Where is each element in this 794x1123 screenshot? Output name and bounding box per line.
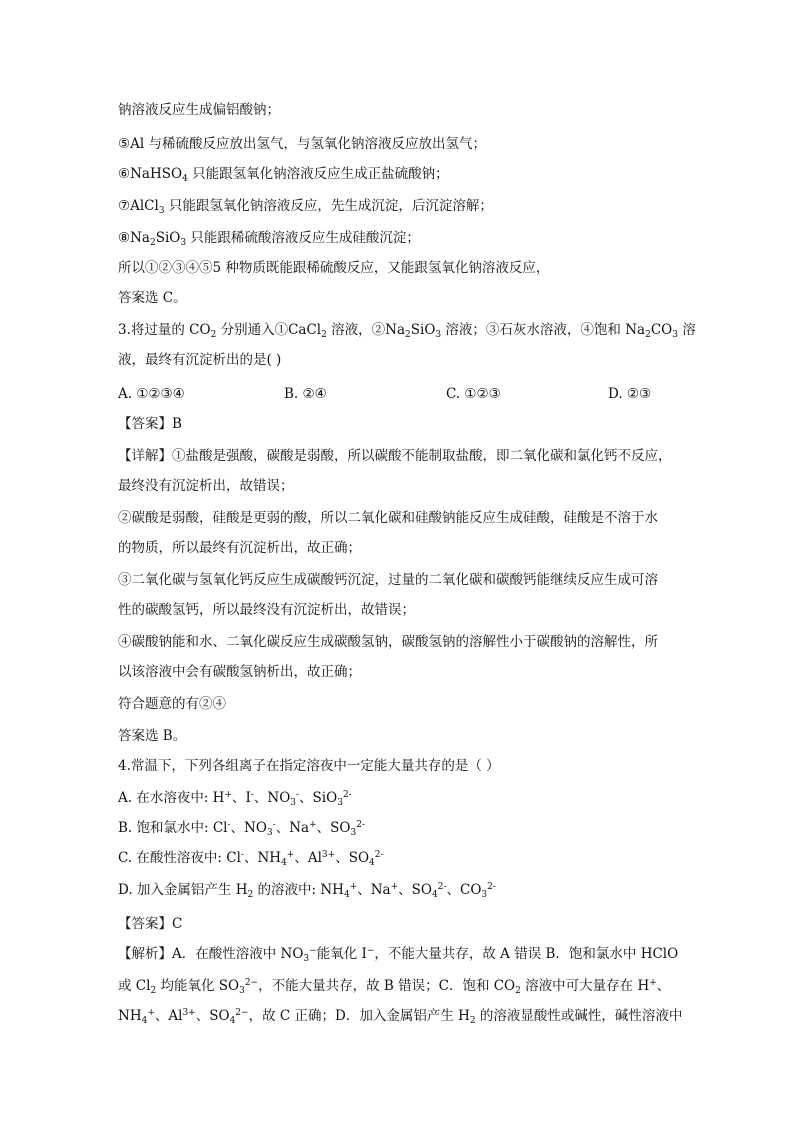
text-line — [118, 100, 280, 120]
text-run: 溶液中可大量存在 H — [520, 978, 650, 994]
text-run: 4.常温下，下列各组离子在指定溶夜中一定能大量共存的是（ ） — [118, 758, 500, 774]
subscript: 2 — [645, 330, 651, 340]
superscript: - — [250, 790, 254, 800]
subscript: 4 — [369, 858, 375, 868]
superscript: 2− — [244, 978, 259, 988]
text-run: 、SO — [335, 850, 370, 866]
text-line — [118, 694, 226, 714]
text-run: 【答案】B — [118, 416, 182, 432]
superscript: − — [309, 946, 317, 956]
text-run: ③二氧化碳与氢氧化钙反应生成碳酸钙沉淀，过量的二氧化碳和碳酸钙能继续反应生成可溶 — [118, 572, 658, 588]
superscript: − — [366, 946, 375, 956]
text-run: 或 Cl — [118, 978, 151, 994]
text-run: 只能跟稀硫酸溶液反应生成硅酸沉淀； — [186, 230, 420, 246]
subscript: 4 — [431, 890, 438, 900]
text-line — [118, 164, 449, 184]
text-line — [118, 788, 352, 808]
superscript: 2- — [342, 790, 352, 800]
subscript: 4 — [281, 858, 287, 868]
text-run: 、NH — [243, 850, 282, 866]
text-line — [118, 196, 493, 216]
text-run: D. 加入金属铝产生 H — [118, 882, 248, 898]
subscript: 2 — [247, 890, 254, 900]
text-run: 3.将过量的 CO — [118, 322, 211, 338]
text-run: 分别通入①CaCl — [216, 322, 322, 338]
text-run: ，故 C 正确；D．加入金属铝产生 H — [248, 1008, 470, 1024]
subscript: 3 — [481, 890, 488, 900]
option-item: C. ①②③ — [446, 386, 501, 402]
text-run: 、NO — [230, 820, 267, 836]
text-run: 、Na — [275, 820, 310, 836]
subscript: 3 — [337, 798, 343, 808]
text-run: ，不能大量共存，故 B 错误；C．饱和 CO — [258, 978, 516, 994]
subscript: 2 — [405, 330, 411, 340]
superscript: + — [349, 882, 358, 892]
subscript: 3 — [350, 828, 357, 838]
subscript: 3 — [435, 330, 442, 340]
text-line — [118, 1006, 682, 1026]
text-run: 、I — [232, 790, 251, 806]
subscript: 3 — [266, 828, 273, 838]
text-run: 答案选 B。 — [118, 728, 187, 744]
subscript: 4 — [229, 1016, 236, 1026]
text-line — [118, 632, 658, 652]
superscript: + — [224, 790, 232, 800]
text-run: ⑤Al 与稀硫酸反应放出氢气，与氢氧化钠溶液反应放出氢气； — [118, 136, 486, 152]
text-run: 、SiO — [299, 790, 338, 806]
subscript: 3 — [303, 954, 310, 964]
text-run: 【答案】C — [118, 916, 183, 932]
text-run: 、Na — [357, 882, 391, 898]
text-line — [118, 944, 678, 964]
text-line — [118, 570, 658, 590]
text-run: SiO — [155, 230, 181, 246]
text-line — [118, 446, 672, 466]
text-run: ⑥NaHSO — [118, 166, 183, 182]
text-run: 的溶液显酸性或碱性，碱性溶液中 — [475, 1008, 683, 1024]
option-item: D. ②③ — [608, 386, 652, 402]
text-run: B. 饱和氯水中: Cl — [118, 820, 228, 836]
text-run: 、NO — [253, 790, 291, 806]
text-run: 以该溶液中会有碳酸氢钠析出，故正确； — [118, 664, 361, 680]
subscript: 4 — [343, 890, 350, 900]
text-run: SiO — [410, 322, 436, 338]
text-line — [118, 134, 486, 154]
text-run: 溶 — [677, 322, 696, 338]
text-run: 只能跟氢氧化钠溶液反应生成正盐硫酸钠； — [187, 166, 449, 182]
text-line — [118, 476, 294, 496]
text-line — [118, 726, 186, 746]
text-run: ②碳酸是弱酸，硅酸是更弱的酸，所以二氧化碳和硅酸钠能反应生成硅酸，硅酸是不溶于水 — [118, 510, 658, 526]
text-line — [118, 600, 415, 620]
text-line — [118, 818, 365, 838]
superscript: - — [272, 820, 276, 830]
text-line — [118, 320, 696, 340]
text-run: ④碳酸钠能和水、二氧化碳反应生成碳酸氢钠，碳酸氢钠的溶解性小于碳酸钠的溶解性，所 — [118, 634, 658, 650]
superscript: 2- — [374, 850, 384, 860]
option-item: A. ①②③④ — [118, 386, 185, 402]
superscript: 2- — [356, 820, 365, 830]
subscript: 3 — [672, 330, 678, 340]
text-run: 所以①②③④⑤5 种物质既能跟稀硫酸反应，又能跟氢氧化钠溶液反应， — [118, 260, 550, 276]
text-run: 、SO — [316, 820, 351, 836]
text-run: 只能跟氢氧化钠溶液反应，先生成沉淀，后沉淀溶解； — [164, 198, 493, 214]
superscript: + — [390, 882, 399, 892]
text-line — [118, 880, 496, 900]
text-line — [118, 414, 182, 434]
text-run: A. 在水溶夜中: H — [118, 790, 225, 806]
subscript: 3 — [290, 798, 297, 808]
text-line — [118, 914, 182, 934]
superscript: 2- — [437, 882, 447, 892]
text-run: 、SO — [195, 1008, 230, 1024]
text-line — [118, 848, 384, 868]
text-line — [118, 350, 281, 370]
text-run: 能氧化 I — [316, 946, 367, 962]
text-run: 液，最终有沉淀析出的是( ) — [118, 352, 282, 368]
text-run: ⑧Na — [118, 230, 150, 246]
superscript: + — [649, 978, 657, 988]
text-line — [118, 976, 670, 996]
superscript: 2− — [235, 1008, 249, 1018]
text-run: 【详解】①盐酸是强酸，碳酸是弱酸，所以碳酸不能制取盐酸，即二氧化碳和氯化钙不反应， — [118, 448, 672, 464]
subscript: 3 — [239, 986, 245, 996]
text-line — [118, 508, 658, 528]
text-run: 均能氧化 SO — [156, 978, 240, 994]
superscript: 2- — [487, 882, 496, 892]
text-run: 的溶液中: NH — [253, 882, 344, 898]
text-run: 、SO — [398, 882, 432, 898]
subscript: 4 — [141, 1016, 148, 1026]
text-run: 溶液；③石灰水溶液，④饱和 Na — [441, 322, 646, 338]
subscript: 3 — [180, 238, 187, 248]
text-run: 、 — [656, 978, 671, 994]
superscript: 3+ — [182, 1008, 196, 1018]
text-line — [118, 538, 361, 558]
text-run: 符合题意的有②④ — [118, 696, 226, 712]
text-run: 的物质，所以最终有沉淀析出，故正确； — [118, 540, 361, 556]
text-line — [118, 756, 500, 776]
text-line — [118, 288, 187, 308]
subscript: 2 — [515, 986, 521, 996]
text-run: 、CO — [446, 882, 482, 898]
superscript: + — [309, 820, 317, 830]
subscript: 2 — [149, 238, 156, 248]
text-run: 钠溶液反应生成偏铝酸钠； — [118, 102, 280, 118]
superscript: - — [296, 790, 300, 800]
subscript: 2 — [469, 1016, 476, 1026]
subscript: 3 — [158, 206, 165, 216]
text-line — [118, 662, 361, 682]
superscript: - — [240, 850, 244, 860]
superscript: + — [147, 1008, 155, 1018]
text-run: 最终没有沉淀析出，故错误； — [118, 478, 294, 494]
subscript: 2 — [210, 330, 217, 340]
text-run: CO — [650, 322, 673, 338]
text-run: ⑦AlCl — [118, 198, 159, 214]
text-run: 、Al — [154, 1008, 183, 1024]
superscript: 3+ — [321, 850, 336, 860]
text-run: 【解析】A．在酸性溶液中 NO — [118, 946, 304, 962]
text-run: ，不能大量共存，故 A 错误 B．饱和氯水中 HClO — [374, 946, 679, 962]
text-run: 性的碳酸氢钙，所以最终没有沉淀析出，故错误； — [118, 602, 415, 618]
subscript: 4 — [182, 174, 188, 184]
text-run: 溶液，②Na — [326, 322, 406, 338]
text-run: C. 在酸性溶夜中: Cl — [118, 850, 241, 866]
text-run: NH — [118, 1008, 142, 1024]
option-item: B. ②④ — [284, 386, 327, 402]
text-run: 、Al — [294, 850, 322, 866]
subscript: 2 — [150, 986, 157, 996]
superscript: - — [227, 820, 231, 830]
subscript: 2 — [321, 330, 327, 340]
text-line — [118, 258, 549, 278]
text-run: 答案选 C。 — [118, 290, 187, 306]
text-line — [118, 228, 420, 248]
superscript: + — [286, 850, 295, 860]
